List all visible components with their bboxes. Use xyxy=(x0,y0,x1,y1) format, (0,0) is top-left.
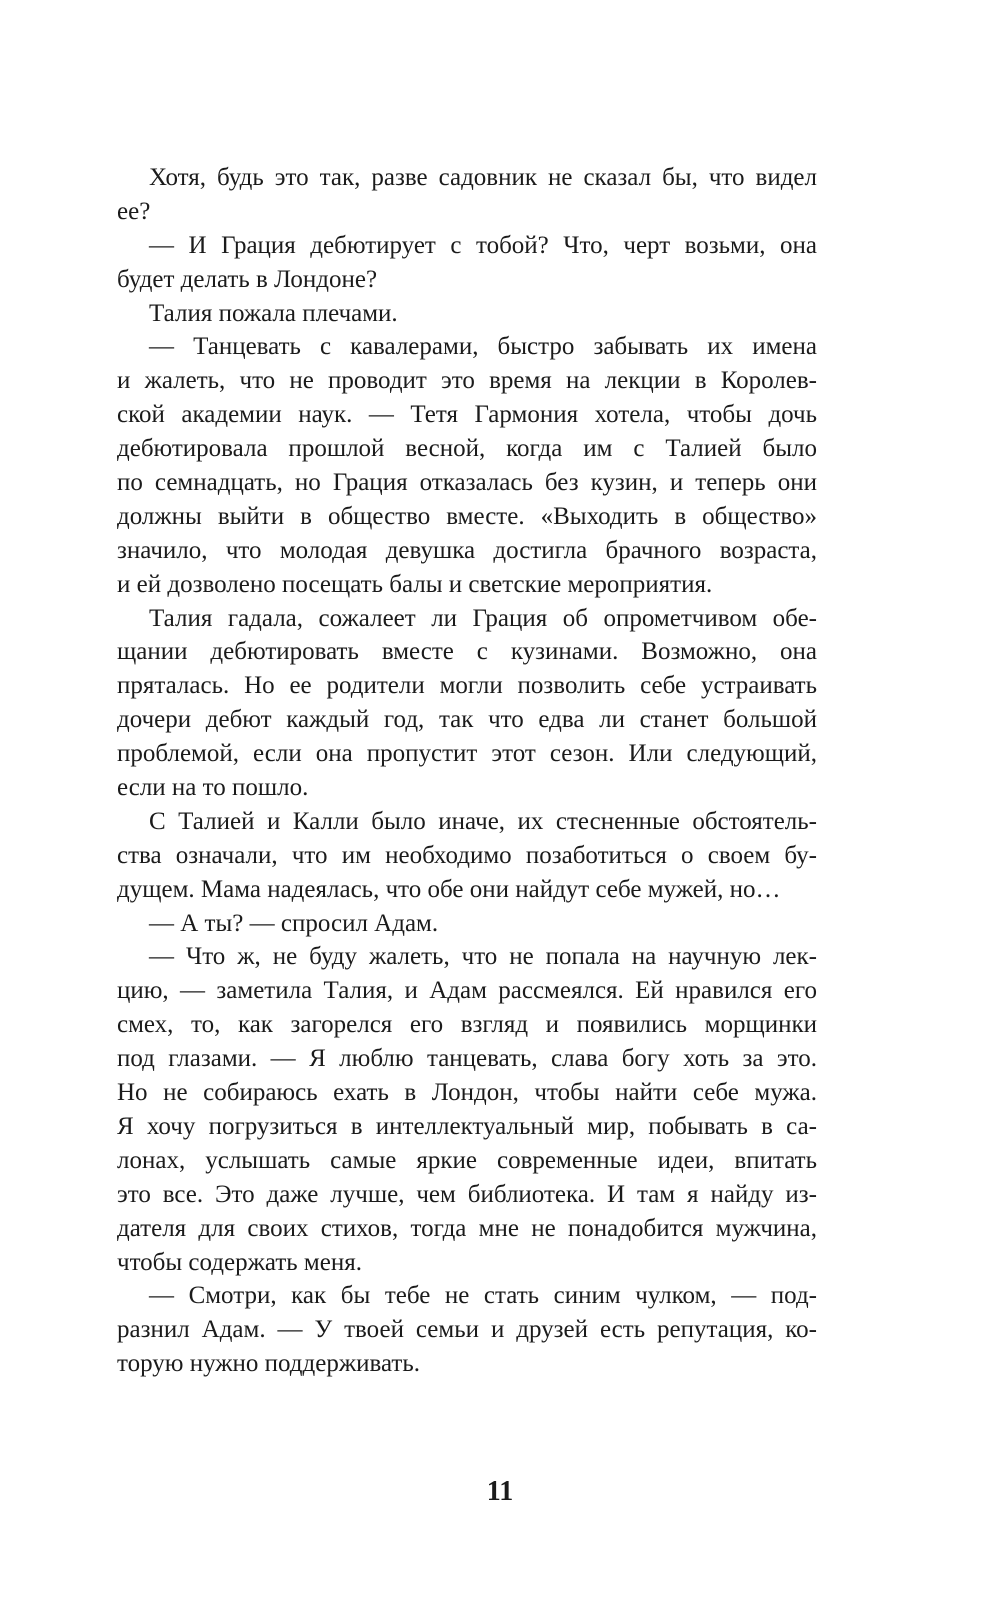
text-line: — А ты? — спросил Адам. xyxy=(149,909,439,937)
text-line: пряталась. Но ее родители могли позволить себе устраивать xyxy=(117,672,817,700)
text-line: — Что ж, не буду жалеть, что не попала на научную лек- xyxy=(149,943,817,971)
text-line: чтобы содержать меня. xyxy=(117,1248,362,1276)
text-line: дебютировала прошлой весной, когда им с Талией было xyxy=(117,435,817,463)
text-line: С Талией и Калли было иначе, их стесненные обстоятель- xyxy=(149,807,817,835)
text-line: под глазами. — Я люблю танцевать, слава богу хоть за это. xyxy=(117,1045,817,1073)
text-line: значило, что молодая девушка достигла брачного возраста, xyxy=(117,536,817,564)
text-line: должны выйти в общество вместе. «Выходить в общество» xyxy=(117,502,817,530)
text-line: ской академии наук. — Тетя Гармония хотела, чтобы дочь xyxy=(117,401,817,429)
text-line: Талия гадала, сожалеет ли Грация об опрометчивом обе- xyxy=(149,604,817,632)
text-line: если на то пошло. xyxy=(117,774,309,802)
text-line: — И Грация дебютирует с тобой? Что, черт возьми, она xyxy=(149,231,817,259)
text-line: Я хочу погрузиться в интеллектуальный мир, побывать в са- xyxy=(117,1112,817,1140)
text-line: дателя для своих стихов, тогда мне не понадобится мужчина, xyxy=(117,1214,817,1242)
page-number: 11 xyxy=(486,1476,514,1507)
text-line: дочери дебют каждый год, так что едва ли станет большой xyxy=(117,706,817,734)
text-line: Хотя, будь это так, разве садовник не сказал бы, что видел xyxy=(149,164,817,191)
text-line: по семнадцать, но Грация отказалась без кузин, и теперь они xyxy=(117,469,817,497)
text-line: торую нужно поддерживать. xyxy=(117,1350,420,1378)
text-line: Талия пожала плечами. xyxy=(149,299,398,327)
text-line: ства означали, что им необходимо позаботиться о своем бу- xyxy=(117,841,817,869)
text-line: — Танцевать с кавалерами, быстро забывать их имена xyxy=(149,333,817,361)
text-line: ее? xyxy=(117,197,151,225)
text-line: щании дебютировать вместе с кузинами. Возможно, она xyxy=(117,638,817,666)
text-line: это все. Это даже лучше, чем библиотека. И там я найду из- xyxy=(117,1180,817,1208)
text-line: разнил Адам. — У твоей семьи и друзей есть репутация, ко- xyxy=(117,1316,817,1344)
text-line: будет делать в Лондоне? xyxy=(117,265,378,293)
text-line: проблемой, если она пропустит этот сезон. Или следующий, xyxy=(117,740,817,768)
text-line: и ей дозволено посещать балы и светские мероприятия. xyxy=(117,570,713,598)
text-line: цию, — заметила Талия, и Адам рассмеялся. Ей нравился его xyxy=(117,977,817,1005)
text-line: Но не собираюсь ехать в Лондон, чтобы найти себе мужа. xyxy=(117,1079,817,1107)
text-line: лонах, услышать самые яркие современные идеи, впитать xyxy=(117,1146,817,1174)
body-text xyxy=(117,161,817,1381)
text-line: дущем. Мама надеялась, что обе они найдут себе мужей, но… xyxy=(117,875,781,903)
text-line: смех, то, как загорелся его взгляд и появились морщинки xyxy=(117,1011,817,1039)
text-line: — Смотри, как бы тебе не стать синим чулком, — под- xyxy=(149,1282,817,1310)
text-line: и жалеть, что не проводит это время на лекции в Королев- xyxy=(117,367,817,395)
